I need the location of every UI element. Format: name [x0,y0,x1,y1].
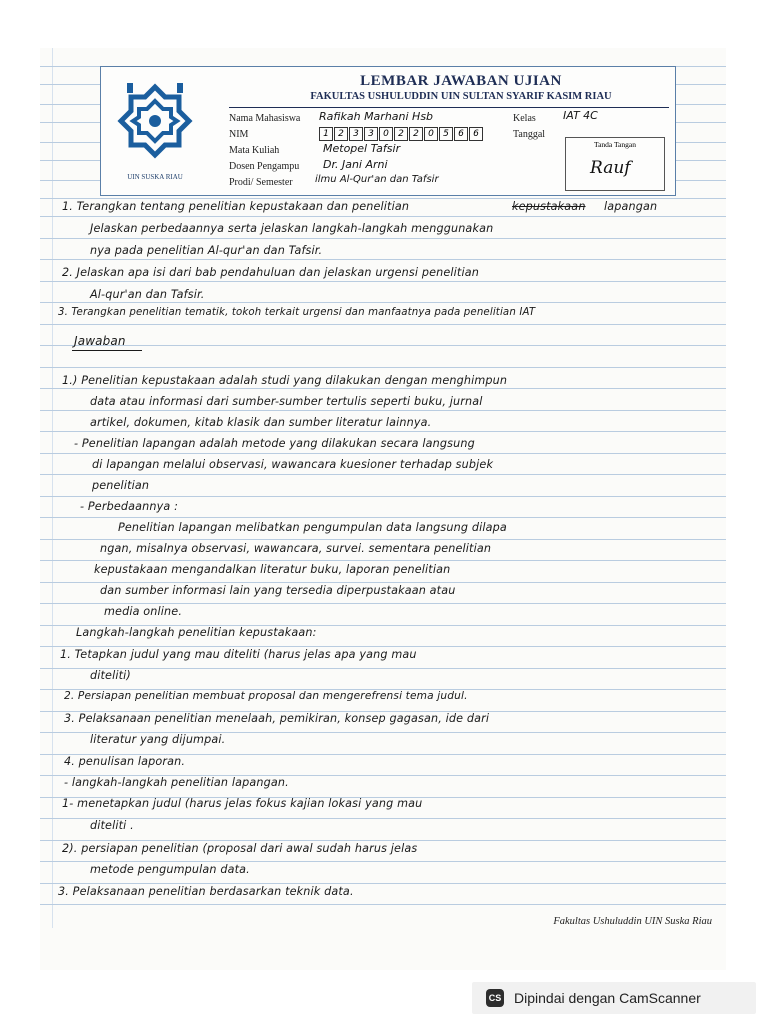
question-3-line-1: 3. Terangkan penelitian tematik, tokoh terkait urgensi dan manfaatnya pada penelitian IAT [58,307,536,318]
answer-line-19: 4. penulisan laporan. [64,755,186,768]
signature-label: Tanda Tangan [594,140,636,149]
ruled-line [40,883,726,884]
ruled-line [40,324,726,325]
ruled-line [40,302,726,303]
ruled-line [40,646,726,647]
label-nim: NIM [229,129,249,140]
label-nama: Nama Mahasiswa [229,113,301,124]
answer-line-6: penelitian [92,479,150,492]
signature: Rauf [590,158,631,178]
nim-digit-box: 5 [439,127,453,141]
nim-boxes [319,127,484,141]
label-tanggal: Tanggal [513,129,546,140]
ruled-line [40,904,726,905]
camscanner-icon: CS [486,989,504,1007]
uin-suska-logo [113,79,197,179]
ruled-line [40,410,726,411]
ruled-line [40,818,726,819]
answer-line-13: Langkah-langkah penelitian kepustakaan: [76,626,317,639]
nim-digit-box: 3 [349,127,363,141]
nim-digit-box: 2 [409,127,423,141]
footer-faculty: Fakultas Ushuluddin UIN Suska Riau [553,916,712,927]
nim-digit-box: 0 [424,127,438,141]
label-kelas: Kelas [513,113,536,124]
value-mata-kuliah: Metopel Tafsir [323,142,401,155]
nim-digit-box: 2 [334,127,348,141]
value-kelas: IAT 4C [563,109,598,122]
ruled-line [40,560,726,561]
exam-header [100,66,676,196]
answer-line-2: data atau informasi dari sumber-sumber tertulis seperti buku, jurnal [90,395,483,408]
question-1-line-2: Jelaskan perbedaannya serta jelaskan langkah-langkah menggunakan [90,222,494,235]
nim-digit-box: 1 [319,127,333,141]
answer-line-16: 2. Persiapan penelitian membuat proposal dan mengerefrensi tema judul. [64,690,468,702]
answer-line-7: - Perbedaannya : [80,500,179,513]
answer-line-25: 3. Pelaksanaan penelitian berdasarkan teknik data. [58,885,354,898]
nim-digit-box: 6 [469,127,483,141]
nim-digit-box: 6 [454,127,468,141]
ruled-line [40,539,726,540]
ruled-line [40,345,726,346]
answer-line-1: 1.) Penelitian kepustakaan adalah studi yang dilakukan dengan menghimpun [62,374,508,387]
ruled-line [40,216,726,217]
answer-line-4: - Penelitian lapangan adalah metode yang dilakukan secara langsung [74,437,475,450]
answer-line-14: 1. Tetapkan judul yang mau diteliti (harus jelas apa yang mau [60,648,417,661]
answer-line-5: di lapangan melalui observasi, wawancara kuesioner terhadap subjek [92,458,494,471]
question-1-line-3: nya pada penelitian Al-qur'an dan Tafsir. [90,244,323,257]
sheet-subtitle: FAKULTAS USHULUDDIN UIN SULTAN SYARIF KASIM RIAU [310,91,612,102]
ruled-line [40,840,726,841]
ruled-line [40,474,726,475]
ruled-line [40,582,726,583]
answer-line-11: dan sumber informasi lain yang tersedia diperpustakaan atau [100,584,456,597]
jawaban-underline [72,350,142,351]
label-prodi: Prodi/ Semester [229,177,293,188]
label-mata-kuliah: Mata Kuliah [229,145,280,156]
answer-line-23: 2). persiapan penelitian (proposal dari awal sudah harus jelas [62,842,418,855]
ruled-line [40,496,726,497]
answer-line-12: media online. [104,605,183,618]
answer-line-3: artikel, dokumen, kitab klasik dan sumber literatur lainnya. [90,416,432,429]
answer-line-9: ngan, misalnya observasi, wawancara, survei. sementara penelitian [100,542,492,555]
question-2-line-1: 2. Jelaskan apa isi dari bab pendahuluan dan jelaskan urgensi penelitian [62,266,479,279]
label-dosen: Dosen Pengampu [229,161,300,172]
ruled-line [40,238,726,239]
ruled-line [40,367,726,368]
ruled-line [40,259,726,260]
answer-line-18: literatur yang dijumpai. [90,733,226,746]
answer-line-8: Penelitian lapangan melibatkan pengumpulan data langsung dilapa [118,521,507,534]
answer-line-22: diteliti . [90,819,134,832]
value-nama: Rafikah Marhani Hsb [319,110,434,123]
header-divider [229,107,669,108]
ruled-line [40,281,726,282]
ruled-line [40,668,726,669]
camscanner-text: Dipindai dengan CamScanner [514,990,701,1006]
ruled-line [40,453,726,454]
answer-line-20: - langkah-langkah penelitian lapangan. [64,776,289,789]
answer-line-21: 1- menetapkan judul (harus jelas fokus kajian lokasi yang mau [62,797,423,810]
nim-digit-box: 2 [394,127,408,141]
answer-line-24: metode pengumpulan data. [90,863,250,876]
ruled-line [40,603,726,604]
sheet-title: LEMBAR JAWABAN UJIAN [360,73,562,89]
question-1-struck-word: kepustakaan [512,200,586,213]
ruled-line [40,861,726,862]
ruled-line [40,517,726,518]
nim-digit-box: 3 [364,127,378,141]
ruled-line [40,388,726,389]
signature-box [565,137,665,191]
nim-digit-box: 0 [379,127,393,141]
ruled-line [40,198,726,199]
logo-caption: UIN SUSKA RIAU [127,173,183,181]
answer-line-17: 3. Pelaksanaan penelitian menelaah, pemikiran, konsep gagasan, ide dari [64,712,490,725]
answer-line-15: diteliti) [90,669,131,682]
question-1-line-1-end: lapangan [604,200,658,213]
question-2-line-2: Al-qur'an dan Tafsir. [90,288,205,301]
jawaban-heading: Jawaban [74,334,126,348]
value-prodi: ilmu Al-Qur'an dan Tafsir [315,174,439,185]
camscanner-badge [472,982,756,1014]
value-dosen: Dr. Jani Arni [323,158,388,171]
answer-line-10: kepustakaan mengandalkan literatur buku, laporan penelitian [94,563,451,576]
ruled-line [40,431,726,432]
question-1-line-1: 1. Terangkan tentang penelitian kepustakaan dan penelitian [62,200,410,213]
